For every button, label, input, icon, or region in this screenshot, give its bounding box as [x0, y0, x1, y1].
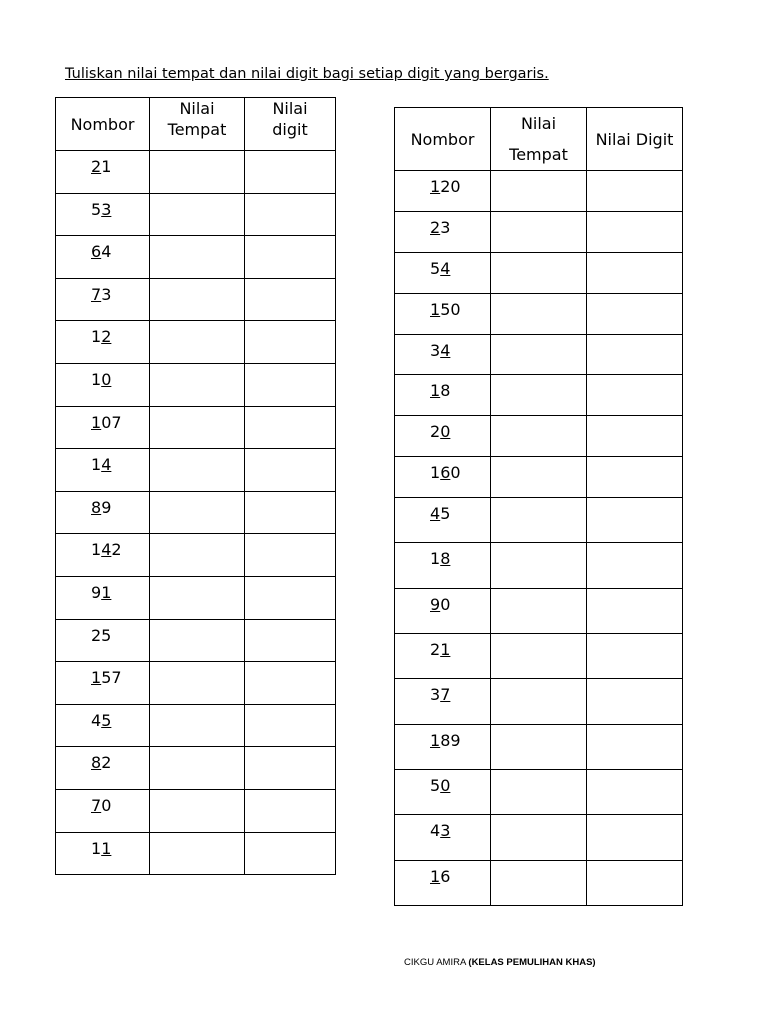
digit-before: 5: [91, 199, 102, 219]
nilai-digit-answer-cell[interactable]: [245, 704, 336, 747]
table-row: [395, 416, 683, 457]
digit-before: 5: [430, 258, 441, 278]
underlined-digit: 1: [101, 582, 112, 602]
nombor-cell: [56, 534, 150, 577]
nilai-digit-answer-cell[interactable]: [587, 543, 683, 588]
nombor-cell: [395, 252, 491, 293]
nilai-digit-answer-cell[interactable]: [245, 832, 336, 875]
table-row: [395, 293, 683, 334]
nombor-value: [395, 457, 490, 482]
table-row: [56, 576, 336, 619]
nombor-value: [395, 171, 490, 196]
nilai-tempat-answer-cell[interactable]: [491, 375, 587, 416]
underlined-digit: 6: [91, 242, 102, 262]
header-nilai-digit: [245, 98, 336, 151]
digit-after: 50: [440, 299, 461, 319]
digit-before: 5: [430, 775, 441, 795]
nombor-value: [56, 620, 149, 645]
table-row: [56, 747, 336, 790]
table-row: [395, 724, 683, 769]
nilai-tempat-answer-cell[interactable]: [491, 171, 587, 212]
nombor-cell: [56, 491, 150, 534]
digit-after: 1: [101, 157, 112, 176]
nombor-cell: [395, 679, 491, 724]
nilai-digit-answer-cell[interactable]: [587, 634, 683, 679]
nilai-digit-answer-cell[interactable]: [245, 321, 336, 364]
nombor-cell: [56, 278, 150, 321]
nilai-tempat-answer-cell[interactable]: [150, 236, 245, 279]
nilai-digit-answer-cell[interactable]: [587, 724, 683, 769]
digit-before: 3: [430, 340, 441, 360]
underlined-digit: 5: [101, 710, 112, 730]
nombor-cell: [56, 321, 150, 364]
digit-after: 8: [440, 381, 451, 401]
nilai-digit-answer-cell[interactable]: [587, 769, 683, 814]
digit-after: 6: [440, 866, 451, 886]
digit-before: 3: [430, 685, 441, 705]
table-row: [56, 491, 336, 534]
nilai-tempat-answer-cell[interactable]: [150, 363, 245, 406]
nombor-cell: [395, 334, 491, 375]
nombor-value: [56, 279, 149, 304]
table-row: [395, 634, 683, 679]
nilai-digit-answer-cell[interactable]: [587, 588, 683, 633]
table-row: [56, 406, 336, 449]
nilai-tempat-answer-cell[interactable]: [491, 769, 587, 814]
nombor-value: [395, 725, 490, 750]
digit-before: 1: [430, 463, 441, 483]
nilai-tempat-answer-cell[interactable]: [491, 724, 587, 769]
table-row: [395, 252, 683, 293]
digit-before: 1: [91, 369, 102, 389]
footer-credit: [404, 957, 596, 968]
header-nilai-tempat-l2: Tempat: [167, 120, 227, 139]
nombor-value: [56, 577, 149, 602]
nilai-tempat-answer-cell[interactable]: [491, 416, 587, 457]
nilai-tempat-answer-cell[interactable]: [491, 252, 587, 293]
right-worksheet-table: [394, 107, 683, 906]
nilai-tempat-answer-cell[interactable]: [491, 334, 587, 375]
nilai-digit-answer-cell[interactable]: [245, 576, 336, 619]
header-nilai-tempat-l1: Nilai: [520, 114, 557, 133]
nilai-digit-answer-cell[interactable]: [245, 406, 336, 449]
worksheet-instruction: Tuliskan nilai tempat dan nilai digit bagi setiap digit yang bergaris.: [65, 66, 549, 82]
header-nombor: Nombor: [395, 108, 491, 171]
nombor-cell: [56, 789, 150, 832]
digit-after: 9: [101, 497, 112, 517]
nilai-digit-answer-cell[interactable]: [587, 375, 683, 416]
underlined-digit: 9: [430, 594, 441, 614]
nilai-digit-answer-cell[interactable]: [245, 449, 336, 492]
nilai-digit-answer-cell[interactable]: [587, 860, 683, 905]
header-nilai-tempat-l2: Tempat: [509, 145, 568, 164]
underlined-digit: 2: [430, 217, 441, 237]
digit-after: 3: [440, 217, 451, 237]
nombor-value: [56, 662, 149, 687]
table-row: [56, 704, 336, 747]
nilai-tempat-answer-cell[interactable]: [491, 457, 587, 498]
nilai-tempat-answer-cell[interactable]: [150, 449, 245, 492]
nilai-tempat-answer-cell[interactable]: [491, 860, 587, 905]
digit-before: 1: [91, 327, 102, 347]
table-row: [395, 211, 683, 252]
nombor-cell: [395, 375, 491, 416]
underlined-digit: 6: [440, 463, 451, 483]
table-row: [395, 769, 683, 814]
digit-before: 1: [91, 540, 102, 560]
nilai-tempat-answer-cell[interactable]: [150, 789, 245, 832]
nombor-value: [56, 151, 149, 176]
nilai-tempat-answer-cell[interactable]: [150, 619, 245, 662]
nombor-value: [395, 212, 490, 237]
nilai-digit-answer-cell[interactable]: [245, 747, 336, 790]
nilai-tempat-answer-cell[interactable]: [150, 193, 245, 236]
underlined-digit: 7: [91, 795, 102, 815]
underlined-digit: 1: [91, 412, 102, 432]
nombor-cell: [395, 293, 491, 334]
digit-before: 4: [91, 710, 102, 730]
underlined-digit: 0: [101, 369, 112, 389]
nombor-value: [395, 770, 490, 795]
nilai-tempat-answer-cell[interactable]: [491, 293, 587, 334]
table-row: [395, 815, 683, 860]
nombor-value: [56, 790, 149, 815]
underlined-digit: 3: [440, 821, 451, 841]
underlined-digit: 4: [430, 504, 441, 524]
nombor-value: [395, 375, 490, 400]
underlined-digit: 1: [430, 866, 441, 886]
table-row: [56, 151, 336, 194]
digit-after: 25: [91, 625, 112, 645]
underlined-digit: 0: [440, 422, 451, 442]
nombor-cell: [56, 449, 150, 492]
digit-after: 5: [440, 504, 451, 524]
underlined-digit: 0: [440, 775, 451, 795]
table-row: [395, 457, 683, 498]
nombor-value: [56, 449, 149, 474]
underlined-digit: 1: [430, 299, 441, 319]
digit-before: 2: [430, 640, 441, 660]
right-table-body: [395, 171, 683, 906]
table-row: [395, 171, 683, 212]
underlined-digit: 4: [440, 340, 451, 360]
table-row: [56, 363, 336, 406]
nilai-tempat-answer-cell[interactable]: [491, 211, 587, 252]
underlined-digit: 4: [101, 540, 112, 560]
nilai-digit-answer-cell[interactable]: [245, 193, 336, 236]
nilai-digit-answer-cell[interactable]: [587, 171, 683, 212]
table-row: [56, 662, 336, 705]
nilai-digit-answer-cell[interactable]: [587, 679, 683, 724]
nombor-cell: [395, 211, 491, 252]
nombor-value: [56, 534, 149, 559]
nilai-digit-answer-cell[interactable]: [245, 278, 336, 321]
nilai-tempat-answer-cell[interactable]: [150, 151, 245, 194]
digit-after: 2: [101, 753, 112, 773]
left-worksheet-table: [55, 97, 336, 875]
header-nilai-tempat-l1: Nilai: [179, 99, 215, 118]
digit-after: 2: [111, 540, 122, 560]
underlined-digit: 8: [91, 497, 102, 517]
nilai-digit-answer-cell[interactable]: [245, 236, 336, 279]
nombor-cell: [395, 543, 491, 588]
nombor-cell: [395, 498, 491, 543]
digit-before: 1: [91, 838, 102, 858]
table-row: [395, 588, 683, 633]
header-nilai-tempat: [150, 98, 245, 151]
nombor-value: [56, 492, 149, 517]
underlined-digit: 1: [91, 668, 102, 688]
nombor-cell: [56, 832, 150, 875]
table-row: [395, 375, 683, 416]
nilai-digit-answer-cell[interactable]: [587, 252, 683, 293]
nilai-digit-answer-cell[interactable]: [245, 491, 336, 534]
nilai-digit-answer-cell[interactable]: [245, 789, 336, 832]
table-row: [395, 679, 683, 724]
underlined-digit: 8: [440, 549, 451, 569]
nombor-cell: [395, 724, 491, 769]
nombor-value: [395, 543, 490, 568]
table-row: [395, 543, 683, 588]
nombor-value: [395, 679, 490, 704]
nilai-tempat-answer-cell[interactable]: [150, 662, 245, 705]
digit-after: 0: [440, 594, 451, 614]
table-row: [56, 534, 336, 577]
table-row: [56, 193, 336, 236]
table-row: [395, 498, 683, 543]
nilai-tempat-answer-cell[interactable]: [150, 491, 245, 534]
nombor-value: [56, 194, 149, 219]
underlined-digit: 2: [91, 157, 102, 176]
nombor-value: [56, 833, 149, 858]
digit-after: 07: [101, 412, 122, 432]
table-row: [56, 321, 336, 364]
nilai-digit-answer-cell[interactable]: [587, 815, 683, 860]
nilai-digit-answer-cell[interactable]: [587, 334, 683, 375]
nombor-cell: [395, 416, 491, 457]
nombor-value: [56, 705, 149, 730]
nombor-cell: [56, 363, 150, 406]
table-row: [56, 789, 336, 832]
nombor-value: [56, 321, 149, 346]
nilai-tempat-answer-cell[interactable]: [491, 634, 587, 679]
digit-after: 0: [101, 795, 112, 815]
nilai-tempat-answer-cell[interactable]: [491, 543, 587, 588]
nombor-cell: [56, 662, 150, 705]
nilai-tempat-answer-cell[interactable]: [150, 278, 245, 321]
nilai-digit-answer-cell[interactable]: [245, 534, 336, 577]
underlined-digit: 1: [101, 838, 112, 858]
table-row: [56, 832, 336, 875]
nombor-cell: [395, 588, 491, 633]
underlined-digit: 7: [91, 284, 102, 304]
nombor-cell: [56, 236, 150, 279]
nombor-value: [56, 407, 149, 432]
nombor-cell: [56, 747, 150, 790]
nilai-digit-answer-cell[interactable]: [587, 416, 683, 457]
nombor-value: [395, 815, 490, 840]
nombor-value: [56, 747, 149, 772]
underlined-digit: 1: [430, 381, 441, 401]
underlined-digit: 7: [440, 685, 451, 705]
nilai-tempat-answer-cell[interactable]: [491, 679, 587, 724]
nilai-digit-answer-cell[interactable]: [587, 293, 683, 334]
nombor-cell: [56, 193, 150, 236]
nombor-cell: [395, 769, 491, 814]
digit-after: 4: [101, 242, 112, 262]
digit-before: 4: [430, 821, 441, 841]
nombor-value: [395, 294, 490, 319]
digit-after: 0: [450, 463, 461, 483]
nombor-value: [395, 335, 490, 360]
nilai-tempat-answer-cell[interactable]: [150, 747, 245, 790]
nilai-digit-answer-cell[interactable]: [245, 151, 336, 194]
header-nilai-digit-l2: digit: [272, 120, 308, 139]
header-nilai-digit: Nilai Digit: [587, 108, 683, 171]
nilai-digit-answer-cell[interactable]: [245, 619, 336, 662]
nombor-cell: [56, 576, 150, 619]
nilai-tempat-answer-cell[interactable]: [150, 704, 245, 747]
footer-class: (KELAS PEMULIHAN KHAS): [468, 957, 596, 968]
nombor-value: [395, 589, 490, 614]
nombor-value: [395, 634, 490, 659]
table-row: [395, 860, 683, 905]
digit-after: 20: [440, 177, 461, 196]
nilai-digit-answer-cell[interactable]: [245, 363, 336, 406]
underlined-digit: 1: [430, 177, 441, 196]
underlined-digit: 1: [440, 640, 451, 660]
nombor-value: [395, 498, 490, 523]
left-table-body: [56, 151, 336, 875]
digit-after: 3: [101, 284, 112, 304]
underlined-digit: 3: [101, 199, 112, 219]
table-row: [395, 334, 683, 375]
table-row: [56, 619, 336, 662]
digit-before: 2: [430, 422, 441, 442]
table-row: [56, 449, 336, 492]
nombor-cell: [395, 171, 491, 212]
nombor-cell: [395, 860, 491, 905]
digit-before: 1: [430, 549, 441, 569]
nilai-tempat-answer-cell[interactable]: [491, 815, 587, 860]
digit-after: 57: [101, 668, 122, 688]
header-nombor: Nombor: [56, 98, 150, 151]
nombor-cell: [56, 704, 150, 747]
nombor-cell: [56, 619, 150, 662]
nombor-cell: [395, 634, 491, 679]
nombor-value: [56, 236, 149, 261]
nombor-value: [395, 253, 490, 278]
nilai-tempat-answer-cell[interactable]: [150, 406, 245, 449]
digit-before: 1: [91, 455, 102, 475]
underlined-digit: 1: [430, 730, 441, 750]
nilai-tempat-answer-cell[interactable]: [150, 321, 245, 364]
underlined-digit: 2: [101, 327, 112, 347]
digit-after: 89: [440, 730, 461, 750]
nombor-value: [56, 364, 149, 389]
nilai-tempat-answer-cell[interactable]: [150, 832, 245, 875]
nombor-cell: [56, 406, 150, 449]
nombor-cell: [395, 457, 491, 498]
nombor-value: [395, 861, 490, 886]
nilai-digit-answer-cell[interactable]: [245, 662, 336, 705]
underlined-digit: 8: [91, 753, 102, 773]
nilai-digit-answer-cell[interactable]: [587, 457, 683, 498]
nilai-tempat-answer-cell[interactable]: [491, 588, 587, 633]
table-row: [56, 278, 336, 321]
header-nilai-digit-l1: Nilai: [272, 99, 308, 118]
nombor-value: [395, 416, 490, 441]
nombor-cell: [395, 815, 491, 860]
nilai-tempat-answer-cell[interactable]: [491, 498, 587, 543]
digit-before: 9: [91, 582, 102, 602]
nilai-tempat-answer-cell[interactable]: [150, 534, 245, 577]
nilai-digit-answer-cell[interactable]: [587, 498, 683, 543]
nilai-digit-answer-cell[interactable]: [587, 211, 683, 252]
header-nilai-tempat: [491, 108, 587, 171]
underlined-digit: 4: [101, 455, 112, 475]
nombor-cell: [56, 151, 150, 194]
table-row: [56, 236, 336, 279]
footer-teacher: CIKGU AMIRA: [404, 957, 466, 968]
nilai-tempat-answer-cell[interactable]: [150, 576, 245, 619]
underlined-digit: 4: [440, 258, 451, 278]
